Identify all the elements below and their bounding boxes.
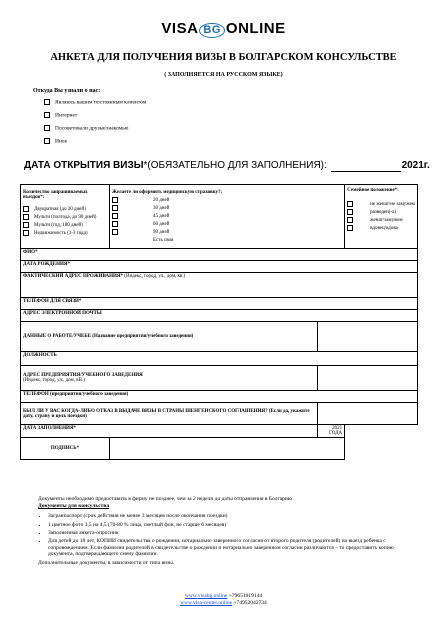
logo-text-left: VISA: [161, 20, 199, 37]
entries-cell: [21, 185, 110, 249]
insurance-option[interactable]: 20 дней: [112, 197, 342, 205]
phone-field[interactable]: ТЕЛЕФОН ДЛЯ СВЯЗИ*: [21, 298, 418, 310]
visa-open-date-note: *(ОБЯЗАТЕЛЬНО ДЛЯ ЗАПОЛНЕНИЯ):: [143, 160, 327, 171]
phone-2: +74952042734: [232, 600, 267, 606]
work-field[interactable]: [318, 322, 418, 352]
source-option-other[interactable]: Иное: [44, 138, 67, 144]
family-cell: [345, 185, 418, 249]
logo-text-right: ONLINE: [225, 20, 286, 37]
entries-option[interactable]: Мульти (год, 180 дней): [23, 222, 107, 230]
fio-field[interactable]: ФИО*: [21, 249, 418, 261]
source-option-friends[interactable]: Посоветовали друзья/знакомые: [44, 125, 128, 131]
documents-intro: Документы необходимо предоставить в фирму не позднее, чем за 2 недели до даты отправления в Болгарию: [38, 496, 292, 502]
checkbox[interactable]: [44, 125, 50, 131]
fill-date-label-cell: ДАТА ЗАПОЛНЕНИЯ*: [21, 425, 318, 438]
source-option-regular[interactable]: Являюсь вашим постоянным клиентом: [44, 99, 146, 105]
visa-open-date-line: [24, 160, 430, 172]
work-address-label-cell: АДРЕС ПРЕДПРИЯТИЯ/УЧЕБНОГО ЗАВЕДЕНИЯ (Индекс, город, ул., дом, кВ.): [21, 366, 318, 391]
signature-field[interactable]: [110, 438, 345, 460]
insurance-option[interactable]: Есть своя: [153, 237, 174, 243]
document-item: • Загранпаспорт (срок действия не менее 3 месяцев после окончания поездки): [48, 513, 418, 520]
checkbox[interactable]: [44, 112, 50, 118]
family-option[interactable]: разведен(-а): [347, 209, 415, 217]
insurance-option[interactable]: 45 дней: [112, 213, 342, 221]
contacts-footer: [0, 593, 447, 607]
insurance-label: Желаете ли оформить медицинскую страховку?:: [112, 190, 223, 195]
form-title: АНКЕТА ДЛЯ ПОЛУЧЕНИЯ ВИЗЫ В БОЛГАРСКОМ КОНСУЛЬСТВЕ: [50, 52, 397, 63]
family-label: Семейное положение*:: [347, 188, 399, 193]
family-option[interactable]: женат/замужем: [347, 217, 415, 225]
document-item: • Для детей до 18 лет, КОПИИ свидетельства о рождении, нотариально заверенного согласия от второго родителя (родителей) на выезд ребенка с сопровождением. Если фамилии родителей в свидетельстве о рождении и нотариально заверенном согласии различаются – то предоставить копию документа, подтверждающего смену фамилии.: [48, 538, 418, 558]
visa-open-date-field[interactable]: [331, 160, 401, 172]
work-phone-field[interactable]: ТЕЛЕФОН (предприятия/учебного заведения): [21, 391, 418, 403]
work-label-cell: ДАННЫЕ О РАБОТЕ/УЧЕБЕ (Название предприятия/учебного заведения): [21, 322, 318, 352]
birth-date-field[interactable]: ДАТА РОЖДЕНИЯ*: [21, 261, 418, 273]
refusal-label-cell: БЫЛ ЛИ У ВАС КОГДА-ЛИБО ОТКАЗ В ВЫДАЧЕ ВИЗЫ В СТРАНЫ ШЕНГЕНСКОГО СОГЛАШЕНИЯ? (Если да, укажите дату, страну и цель поездки): [21, 403, 318, 425]
entries-option[interactable]: Двукратная (до 30 дней): [23, 206, 107, 214]
form-subtitle: ( ЗАПОЛНЯЕТСЯ НА РУССКОМ ЯЗЫКЕ): [164, 72, 283, 78]
visa-open-date-year: 2021г.: [401, 160, 430, 171]
website-link-2[interactable]: www.visa-center.online: [180, 600, 233, 606]
phone-1: +79651919144: [227, 593, 263, 599]
position-field[interactable]: ДОЛЖНОСТЬ: [21, 352, 418, 366]
website-link-1[interactable]: www.visabg.online: [184, 593, 228, 599]
insurance-option[interactable]: 60 дней: [112, 221, 342, 229]
source-question: Откуда Вы узнали о нас:: [33, 88, 101, 94]
email-field[interactable]: АДРЕС ЭЛЕКТРОННОЙ ПОЧТЫ: [21, 310, 418, 322]
insurance-option[interactable]: 90 дней: [112, 229, 342, 237]
entries-label: Количество запрашиваемых въездов*:: [23, 190, 88, 200]
signature-label-cell: ПОДПИСЬ*: [21, 438, 110, 460]
company-logo: [0, 20, 447, 38]
insurance-cell: [110, 185, 345, 249]
checkbox[interactable]: [44, 99, 50, 105]
documents-extra-note: Дополнительные документы, в зависимости от типа визы.: [38, 559, 175, 566]
family-option[interactable]: не женат/не замужем: [347, 201, 415, 209]
document-item: • 1 цветное фото 3,5 на 4,5 (70-80 % лица, светлый фон, не старше 6 месяцев): [48, 522, 418, 529]
work-address-field[interactable]: [318, 366, 418, 391]
checkbox[interactable]: [44, 138, 50, 144]
documents-section: [38, 496, 418, 566]
family-option[interactable]: вдовец/вдова: [347, 225, 415, 233]
refusal-field[interactable]: [318, 403, 418, 425]
insurance-option[interactable]: 30 дней: [112, 205, 342, 213]
visa-open-date-label: ДАТА ОТКРЫТИЯ ВИЗЫ: [24, 160, 144, 171]
document-item: • Заполненная анкета-опросник: [48, 530, 418, 537]
home-address-field[interactable]: ФАКТИЧЕСКИЙ АДРЕС ПРОЖИВАНИЯ* (Индекс, город, ул., дом, кв.): [21, 273, 418, 298]
entries-option[interactable]: Мульти (полгода, до 90 дней): [23, 214, 107, 222]
documents-heading: Документы для консульства: [38, 502, 110, 509]
logo-bg-circle: BG: [199, 23, 225, 38]
entries-option[interactable]: Недвижимость (1-3 года): [23, 230, 107, 238]
source-option-internet[interactable]: Интернет: [44, 112, 77, 118]
fill-date-field[interactable]: 2021 ГОДА: [318, 425, 345, 438]
application-form-table: [20, 184, 418, 460]
